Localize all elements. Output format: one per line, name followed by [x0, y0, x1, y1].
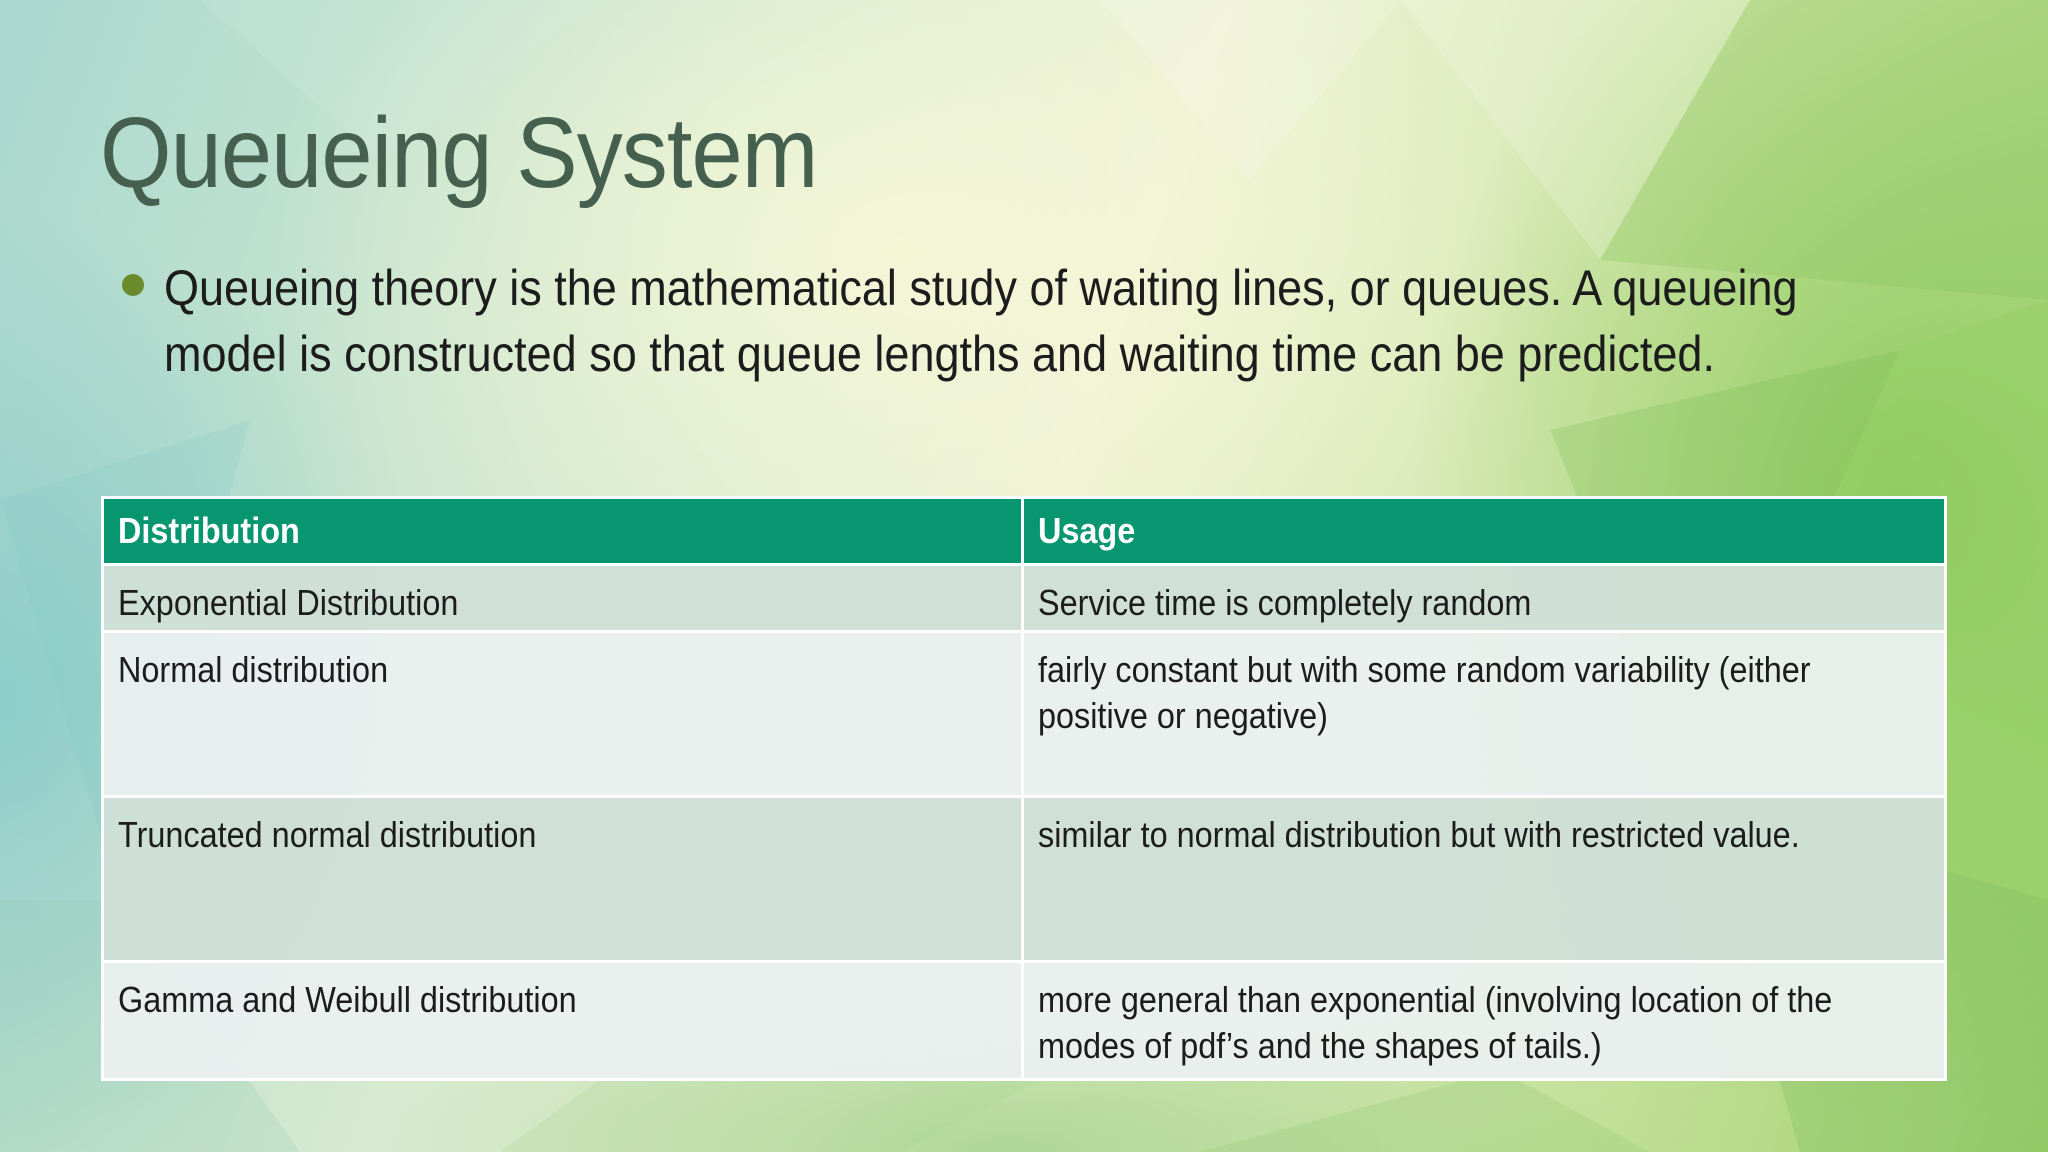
cell-distribution: Normal distribution	[103, 632, 1023, 797]
cell-usage: more general than exponential (involving location of the modes of pdf’s and the shapes of tails.)	[1023, 962, 1946, 1080]
table-row	[103, 797, 1946, 962]
distribution-table	[101, 496, 1947, 1081]
cell-distribution: Gamma and Weibull distribution	[103, 962, 1023, 1080]
cell-distribution: Exponential Distribution	[103, 565, 1023, 632]
bullet-dot-icon	[122, 274, 144, 296]
table-row	[103, 962, 1946, 1080]
table-header-row	[103, 498, 1946, 565]
table-row	[103, 632, 1946, 797]
cell-usage: Service time is completely random	[1023, 565, 1946, 632]
slide-title: Queueing System	[100, 97, 818, 209]
bullet-text: Queueing theory is the mathematical study of waiting lines, or queues. A queueing model is constructed so that queue lengths and waiting time can be predicted.	[164, 260, 1798, 382]
header-distribution: Distribution	[103, 498, 1023, 565]
table-row	[103, 565, 1946, 632]
bullet-item	[118, 255, 1878, 387]
cell-usage: fairly constant but with some random variability (either positive or negative)	[1023, 632, 1946, 797]
header-usage: Usage	[1023, 498, 1946, 565]
cell-distribution: Truncated normal distribution	[103, 797, 1023, 962]
cell-usage: similar to normal distribution but with restricted value.	[1023, 797, 1946, 962]
